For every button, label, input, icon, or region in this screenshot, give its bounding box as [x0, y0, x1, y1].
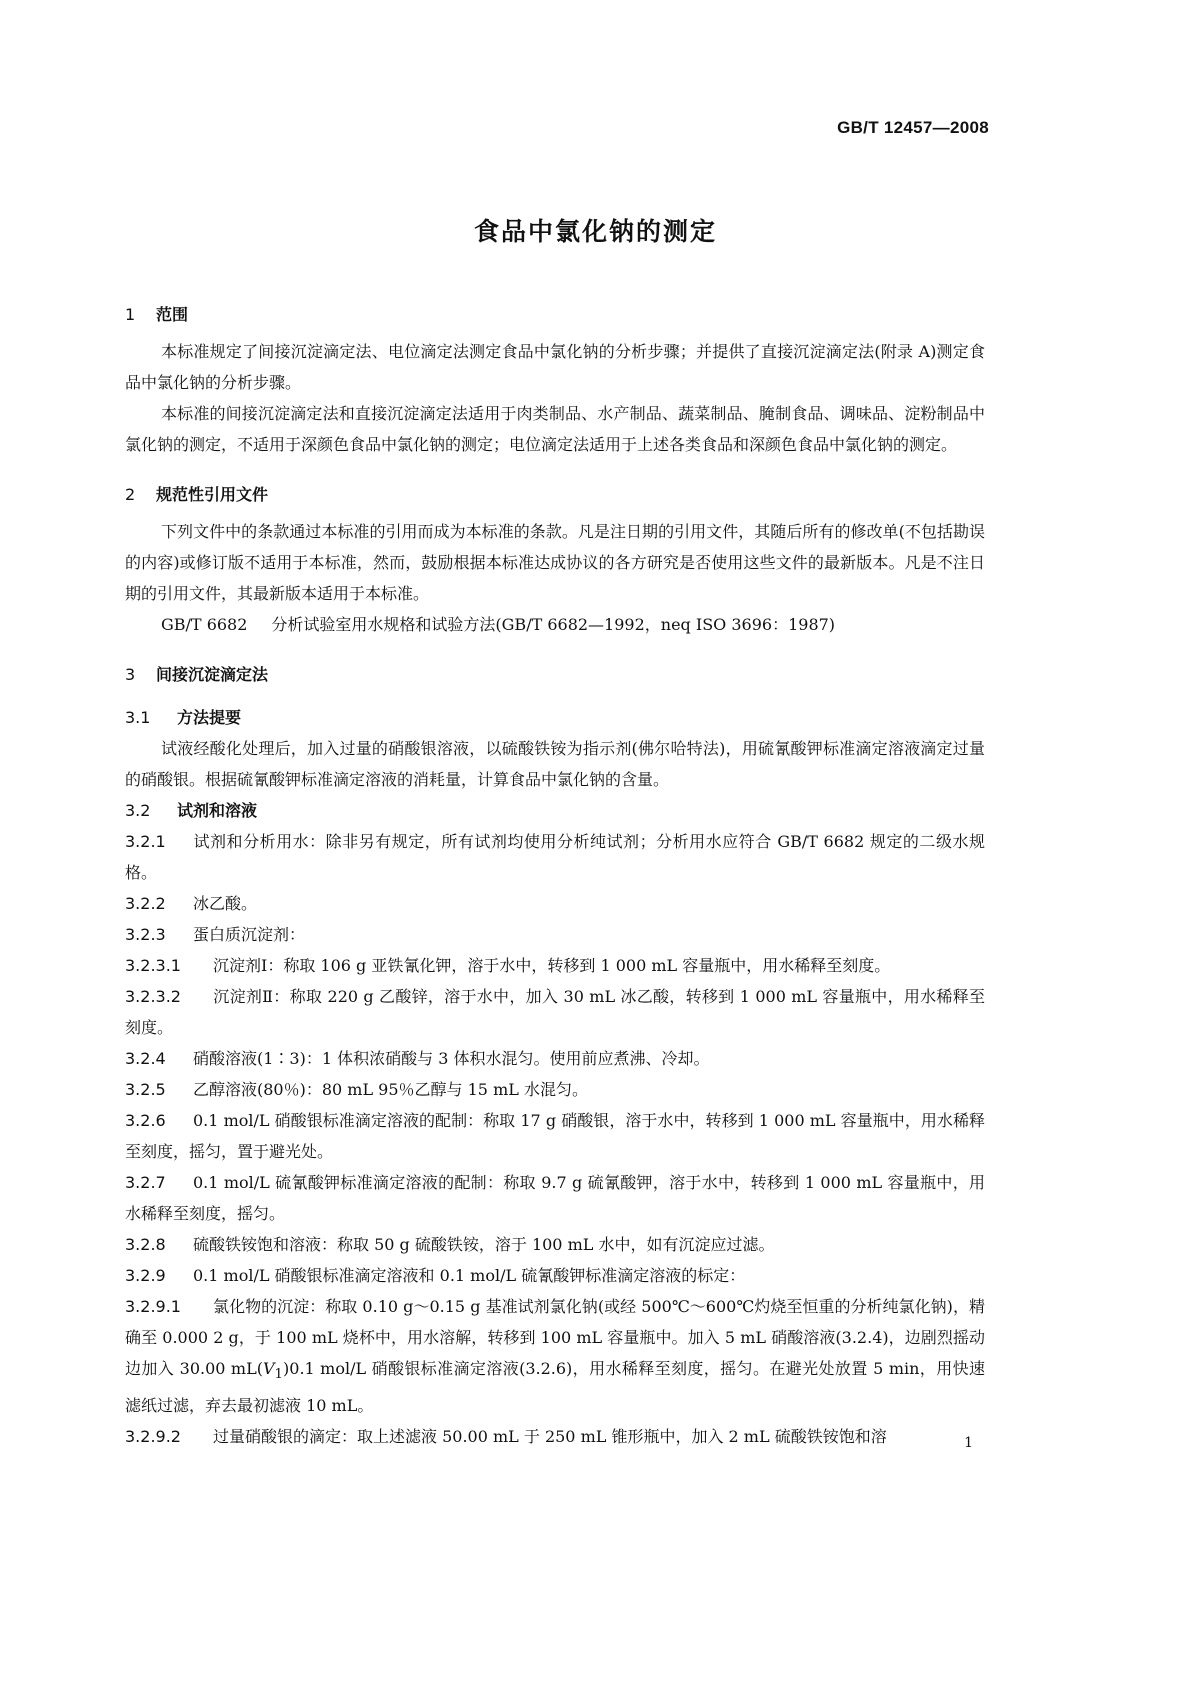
clause-number: 3.2.9.1 — [125, 1297, 181, 1316]
paragraph: 试液经酸化处理后，加入过量的硝酸银溶液，以硫酸铁铵为指示剂(佛尔哈特法)，用硫氰酸钾标准滴定溶液滴定过量的硝酸银。根据硫氰酸钾标准滴定溶液的消耗量，计算食品中氯化钠的含量。 — [125, 739, 985, 789]
clause-3-2-9-1 — [125, 1291, 985, 1421]
clause-3-2-9-2 — [125, 1421, 985, 1452]
section-title: 范围 — [156, 305, 189, 324]
document-title: 食品中氯化钠的测定 — [473, 217, 717, 246]
clause-text: 冰乙酸。 — [193, 894, 258, 913]
paragraph: 本标准的间接沉淀滴定法和直接沉淀滴定法适用于肉类制品、水产制品、蔬菜制品、腌制食品、调味品、淀粉制品中氯化钠的测定，不适用于深颜色食品中氯化钠的测定；电位滴定法适用于上述各类食品和深颜色食品中氯化钠的测定。 — [125, 404, 985, 454]
clause-number: 3.2.7 — [125, 1173, 166, 1192]
clause-number: 3.2.3.1 — [125, 956, 181, 975]
reference-title: 分析试验室用水规格和试验方法(GB/T 6682—1992，neq ISO 3696：1987) — [271, 615, 836, 634]
clause-text: 硝酸溶液(1∶3)：1 体积浓硝酸与 3 体积水混匀。使用前应煮沸、冷却。 — [193, 1049, 710, 1068]
clause-3-2-3-1 — [125, 950, 985, 981]
section-number: 3 — [125, 665, 136, 684]
subsection-title: 方法提要 — [177, 708, 242, 727]
clause-text: 过量硝酸银的滴定：取上述滤液 50.00 mL 于 250 mL 锥形瓶中，加入 2 mL 硫酸铁铵饱和溶 — [213, 1427, 887, 1447]
clause-number: 3.2.9 — [125, 1266, 166, 1285]
clause-3-2-7 — [125, 1167, 985, 1229]
subsection-3-2-heading — [125, 795, 985, 826]
subsection-number: 3.2 — [125, 801, 151, 820]
clause-text: 0.1 mol/L 硫氰酸钾标准滴定溶液的配制：称取 9.7 g 硫氰酸钾，溶于水中，转移到 1 000 mL 容量瓶中，用水稀释至刻度，摇匀。 — [125, 1173, 985, 1223]
clause-number: 3.2.8 — [125, 1235, 166, 1254]
section-number: 1 — [125, 305, 136, 324]
section-title: 间接沉淀滴定法 — [156, 665, 269, 684]
section-3-heading — [125, 659, 985, 690]
standard-code: GB/T 12457—2008 — [837, 118, 989, 137]
paragraph: 本标准规定了间接沉淀滴定法、电位滴定法测定食品中氯化钠的分析步骤；并提供了直接沉淀滴定法(附录 A)测定食品中氯化钠的分析步骤。 — [125, 342, 985, 392]
clause-number: 3.2.2 — [125, 894, 166, 913]
clause-text: 硫酸铁铵饱和溶液：称取 50 g 硫酸铁铵，溶于 100 mL 水中，如有沉淀应过滤。 — [193, 1235, 775, 1254]
document-body — [125, 299, 985, 1452]
clause-3-2-1 — [125, 826, 985, 888]
section-1-heading — [125, 299, 985, 330]
section-2-heading — [125, 479, 985, 510]
subsection-title: 试剂和溶液 — [177, 801, 258, 820]
clause-text: 0.1 mol/L 硝酸银标准滴定溶液和 0.1 mol/L 硫氰酸钾标准滴定溶液的标定： — [193, 1266, 746, 1285]
subsection-number: 3.1 — [125, 708, 151, 727]
clause-number: 3.2.9.2 — [125, 1427, 181, 1447]
page-number: 1 — [964, 1435, 973, 1451]
clause-3-2-2 — [125, 888, 985, 919]
clause-text: 0.1 mol/L 硝酸银标准滴定溶液的配制：称取 17 g 硝酸银，溶于水中，转移到 1 000 mL 容量瓶中，用水稀释至刻度，摇匀，置于避光处。 — [125, 1111, 985, 1161]
clause-number: 3.2.5 — [125, 1080, 166, 1099]
section-title: 规范性引用文件 — [156, 485, 269, 504]
clause-text: 蛋白质沉淀剂： — [193, 925, 306, 944]
clause-3-2-9 — [125, 1260, 985, 1291]
clause-text: 沉淀剂Ⅱ：称取 220 g 乙酸锌，溶于水中，加入 30 mL 冰乙酸，转移到 1 000 mL 容量瓶中，用水稀释至刻度。 — [125, 987, 985, 1037]
clause-number: 3.2.3.2 — [125, 987, 181, 1006]
clause-3-2-3 — [125, 919, 985, 950]
reference-code: GB/T 6682 — [161, 615, 248, 634]
clause-text-continued: )0.1 mol/L 硝酸银标准滴定溶液(3.2.6)，用水稀释至刻度，摇匀。在避光处放置 5 min，用快速滤纸过滤，弃去最初滤液 10 mL。 — [125, 1359, 985, 1416]
clause-number: 3.2.4 — [125, 1049, 166, 1068]
clause-number: 3.2.6 — [125, 1111, 166, 1130]
variable-symbol: V — [262, 1359, 275, 1378]
subsection-3-1-heading — [125, 702, 985, 733]
clause-text: 试剂和分析用水：除非另有规定，所有试剂均使用分析纯试剂；分析用水应符合 GB/T 6682 规定的二级水规格。 — [125, 832, 985, 882]
clause-text: 氯化物的沉淀：称取 0.10 g～0.15 g 基准试剂氯化钠(或经 500℃～600℃灼烧至恒重的分析纯氯化钠)，精确至 0.000 2 g，于 100 mL 烧杯中，用水溶解，转移到 100 mL 容量瓶中。加入 5 mL 硝酸溶液(3.2.4)，边剧烈摇动边加入 30.00 mL( — [125, 1297, 985, 1378]
clause-3-2-8 — [125, 1229, 985, 1260]
clause-3-2-4 — [125, 1043, 985, 1074]
clause-3-2-6 — [125, 1105, 985, 1167]
section-number: 2 — [125, 485, 136, 504]
paragraph: 下列文件中的条款通过本标准的引用而成为本标准的条款。凡是注日期的引用文件，其随后所有的修改单(不包括勘误的内容)或修订版不适用于本标准，然而，鼓励根据本标准达成协议的各方研究是否使用这些文件的最新版本。凡是不注日期的引用文件，其最新版本适用于本标准。 — [125, 522, 985, 603]
normative-reference — [125, 609, 985, 640]
clause-text: 沉淀剂Ⅰ：称取 106 g 亚铁氰化钾，溶于水中，转移到 1 000 mL 容量瓶中，用水稀释至刻度。 — [213, 956, 891, 975]
clause-text: 乙醇溶液(80％)：80 mL 95％乙醇与 15 mL 水混匀。 — [193, 1080, 588, 1099]
clause-number: 3.2.3 — [125, 925, 166, 944]
variable-subscript: 1 — [274, 1367, 284, 1383]
clause-number: 3.2.1 — [125, 832, 166, 851]
clause-3-2-3-2 — [125, 981, 985, 1043]
clause-3-2-5 — [125, 1074, 985, 1105]
